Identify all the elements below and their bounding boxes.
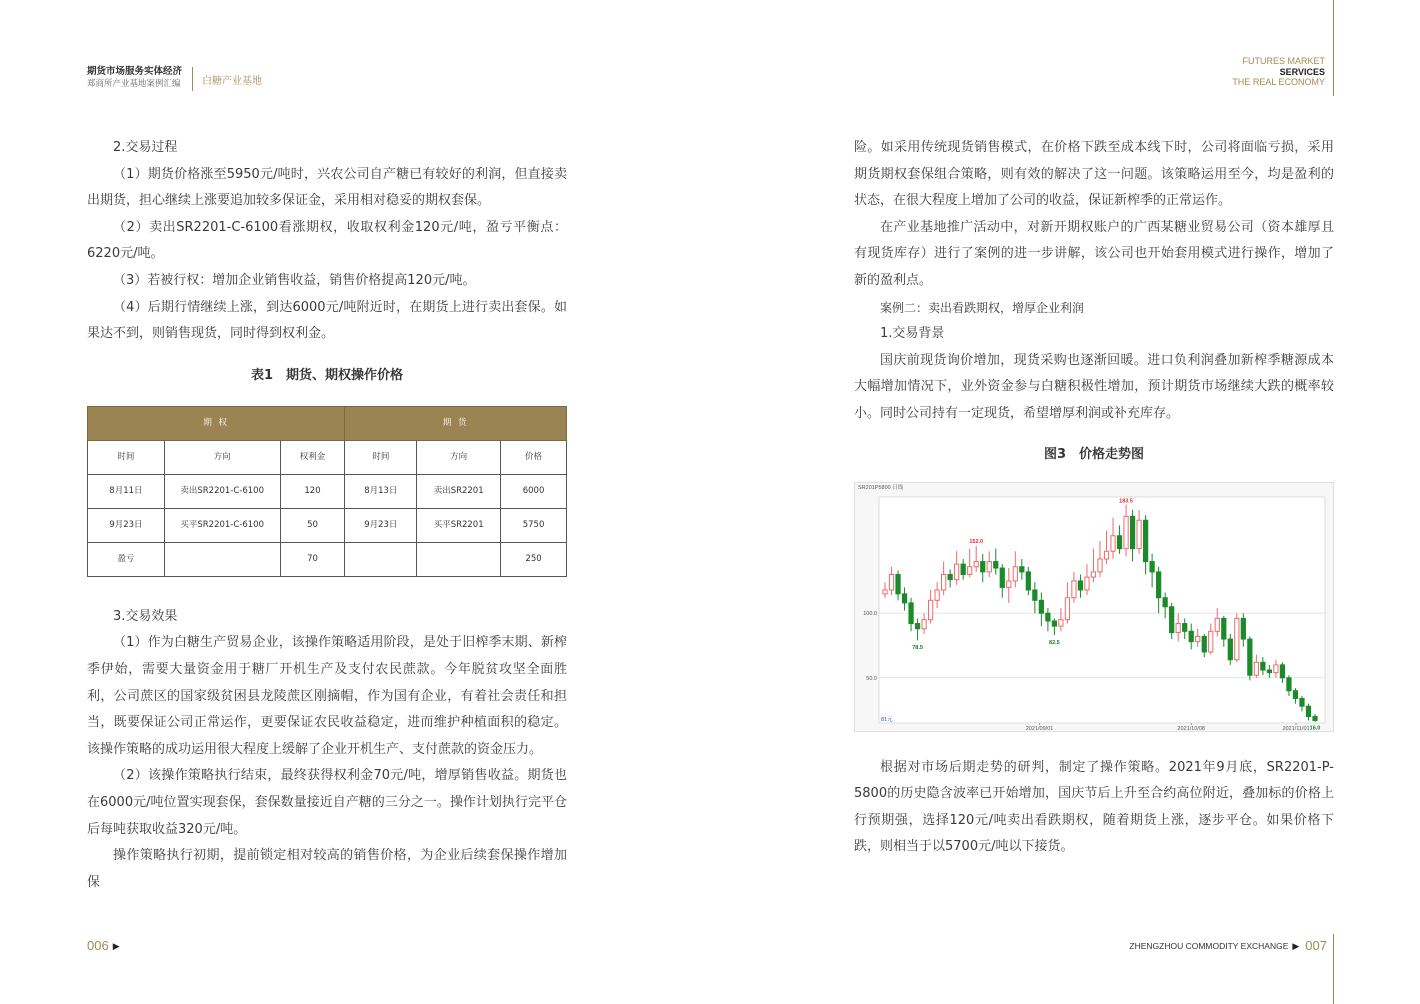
candle-down [1313,716,1317,720]
column-header: 方向 [417,440,501,474]
price-trend-chart [854,482,1334,732]
candle-down [1293,690,1297,698]
candle-down [961,564,965,574]
table-cell: 9月23日 [88,508,165,542]
table-cell: 5750 [501,508,567,542]
subheading-trade-effect: 3.交易效果 [113,608,178,624]
table-cell: 盈亏 [88,542,165,576]
candle-down [1130,516,1134,548]
candle-up [1007,580,1011,586]
candle-up [928,600,932,619]
column-header: 方向 [164,440,280,474]
price-annotation: 16.0 [1309,725,1321,731]
table-group-header [88,406,567,440]
candle-down [1183,623,1187,631]
table-row [88,508,567,542]
table-cell: 120 [280,474,345,508]
paragraph: （1）期货价格涨至5950元/吨时，兴农公司自产糖已有较好的利润，但直接卖出期货，担心继续上涨要追加较多保证金，采用相对稳妥的期权套保。 [87,166,567,209]
book-title-main: 期货市场服务实体经济 [87,66,183,77]
decorative-rule-top [1333,0,1334,96]
candle-down [1228,639,1232,660]
candle-up [1176,623,1180,632]
candle-down [1241,618,1245,639]
plot-area [879,497,1325,723]
candle-up [1085,577,1089,590]
subheading-trade-process: 2.交易过程 [113,140,178,155]
candle-down [1163,597,1167,606]
candlestick-chart-svg [855,483,1333,731]
page-number-left [87,938,120,953]
candle-down [1052,621,1056,626]
candle-down [981,561,985,571]
candle-up [935,590,939,600]
table-cell [164,542,280,576]
candle-up [974,561,978,566]
table-cell: 6000 [501,474,567,508]
candle-down [1020,566,1024,571]
table-header-row [88,440,567,474]
candle-up [1196,636,1200,641]
table-cell: 9月23日 [345,508,417,542]
candle-down [1248,639,1252,675]
page-number: 007 [1305,938,1327,953]
group-header-option: 期 权 [88,406,345,440]
x-tick-label: 2021/10/08 [1177,725,1205,731]
candle-up [1215,618,1219,631]
table-row [88,542,567,576]
paragraph: （2）卖出SR2201-C-6100看涨期权，收取权利金120元/吨，盈亏平衡点：6220元/吨。 [87,219,567,262]
table-cell: 8月11日 [88,474,165,508]
candle-up [1072,580,1076,597]
candle-up [955,564,959,579]
y-tick-label: 50.0 [866,675,877,682]
page-number-right [1129,938,1327,953]
table-cell [345,542,417,576]
candle-down [1202,636,1206,651]
spacer [87,577,567,604]
spacer [854,732,1334,755]
operations-table [87,406,567,577]
table-caption: 表1 期货、期权操作价格 [250,367,404,383]
figure-caption: 图3 价格走势图 [1043,446,1145,462]
header-right-line3: THE REAL ECONOMY [1232,77,1325,87]
price-annotation: 82.5 [1049,639,1060,646]
candle-up [1124,516,1128,548]
x-tick-label: 2021/11/01 [1282,725,1310,731]
header-right-line2: SERVICES [1279,66,1325,77]
candle-down [1026,571,1030,589]
price-annotation: 183.5 [1119,497,1133,504]
table-cell: 70 [280,542,345,576]
column-header: 时间 [345,440,417,474]
price-annotation: 78.5 [912,644,923,651]
candle-down [994,561,998,567]
header-right-line1: FUTURES MARKET [1242,56,1325,66]
candle-up [889,574,893,589]
table-cell: 卖出SR2201 [417,474,501,508]
candle-down [909,602,913,623]
paragraph: 操作策略执行初期，提前锁定相对较高的销售价格，为企业后续套保操作增加保 [87,848,567,890]
candle-down [948,574,952,579]
candle-down [1150,561,1154,571]
candle-down [1039,600,1043,613]
column-header: 价格 [501,440,567,474]
candle-up [1137,520,1141,548]
subheading-trade-background: 1.交易背景 [880,326,945,342]
candle-up [968,566,972,574]
candle-up [942,574,946,589]
price-annotation: 152.0 [969,538,984,545]
paragraph: （1）作为白糖生产贸易企业，该操作策略适用阶段，是处于旧榨季末期、新榨季伊始，需要大量资金用于糖厂开机生产及支付农民蔗款。今年脱贫攻坚全面胜利，公司蔗区的国家级贫困县龙陵蔗区刚摘帽，作为国有企业，有着社会责任和担当，既要保证公司正常运作，更要保证农民收益稳定，进而维护种植面积的稳定。该操作策略的成功运用很大程度上缓解了企业开机生产、支付蔗款的资金压力。 [87,635,567,757]
running-header [87,66,262,91]
candle-down [1143,520,1147,561]
candle-up [1274,664,1278,672]
triangle-right-icon: ▶ [112,941,120,951]
candle-down [1033,590,1037,600]
table-cell: 250 [501,542,567,576]
candle-down [1261,662,1265,670]
candle-up [1209,631,1213,652]
case-title: 案例二：卖出看跌期权，增厚企业利润 [880,300,1085,315]
table-cell: 买平SR2201-C-6100 [164,508,280,542]
candle-up [1059,619,1063,625]
page-number: 006 [87,938,109,953]
candle-up [1254,662,1258,675]
paragraph-continued: 险。如采用传统现货销售模式，在价格下跌至成本线下时，公司将面临亏损，采用期货期权套保组合策略，则有效的解决了这一问题。该策略运用至今，均是盈利的状态，在很大程度上增加了公司的收益，保证新榨季的正常运作。 [854,140,1334,209]
x-tick-label: 2021/09/01 [1025,725,1054,731]
table-cell: 50 [280,508,345,542]
y-tick-label: 100.0 [863,610,877,617]
running-header-right [1232,56,1325,88]
candle-up [883,590,887,594]
book-title-sub: 郑商所产业基地案例汇编 [87,79,181,89]
candle-down [1046,613,1050,621]
candle-down [1222,618,1226,639]
paragraph: 在产业基地推广活动中，对新开期权账户的广西某糖业贸易公司（资本雄厚且有现货库存）进行了案例的进一步讲解，该公司也开始套用模式进行操作，增加了新的盈利点。 [854,219,1334,288]
header-divider [192,67,193,91]
paragraph: （2）该操作策略执行结束，最终获得权利金70元/吨，增厚销售收益。期货也在6000元/吨位置实现套保，套保数量接近自产糖的三分之一。操作计划执行完平仓后每吨获取收益320元/吨。 [87,768,567,837]
candle-up [1091,571,1095,576]
candle-up [1111,535,1115,550]
candle-up [1235,618,1239,659]
candle-up [1013,566,1017,580]
candle-down [1078,580,1082,589]
candle-up [1104,551,1108,559]
candle-down [1117,535,1121,548]
triangle-right-icon: ▶ [1292,941,1300,951]
table-row [88,474,567,508]
book-title [87,66,182,90]
candle-down [1157,571,1161,597]
table-cell: 买平SR2201 [417,508,501,542]
candle-up [987,561,991,571]
decorative-rule-bottom [1333,934,1334,1004]
group-header-futures: 期 货 [345,406,567,440]
candle-up [1098,559,1102,572]
candle-down [1267,670,1271,673]
table-cell: 卖出SR2201-C-6100 [164,474,280,508]
candle-down [1287,677,1291,690]
candle-down [902,593,906,602]
paragraph: （4）后期行情继续上涨，到达6000元/吨附近时，在期货上进行卖出套保。如果达不到，则销售现货，同时得到权利金。 [87,299,567,342]
candle-down [1170,606,1174,632]
candle-down [896,574,900,593]
chart-title: SR201P5800 日线 [858,484,904,491]
left-page-body [87,135,567,896]
candle-down [1300,698,1304,706]
column-header: 时间 [88,440,165,474]
column-header: 权利金 [280,440,345,474]
candle-down [1000,568,1004,587]
bottom-label: 81元 [881,716,893,723]
table-cell: 8月13日 [345,474,417,508]
candle-up [922,619,926,628]
publisher-name: ZHENGZHOU COMMODITY EXCHANGE [1129,941,1289,951]
candle-down [1189,631,1193,641]
table-cell [417,542,501,576]
candle-down [1280,664,1284,677]
candle-down [1306,706,1310,716]
right-page-body [854,135,1334,861]
section-title: 白糖产业基地 [202,76,263,87]
paragraph: 国庆前现货询价增加，现货采购也逐渐回暖。进口负利润叠加新榨季糖源成本大幅增加情况下，业外资金参与白糖积极性增加，预计期货市场继续大跌的概率较小。同时公司持有一定现货，希望增厚利润或补充库存。 [854,352,1334,421]
candle-down [915,623,919,628]
paragraph: 根据对市场后期走势的研判，制定了操作策略。2021年9月底，SR2201-P-5800的历史隐含波率已开始增加，国庆节后上升至合约高位附近，叠加标的价格上行预期强，选择120元/吨卖出看跌期权，随着期货上涨，逐步平仓。如果价格下跌，则相当于以5700元/吨以下接货。 [854,759,1334,855]
paragraph: （3）若被行权：增加企业销售收益，销售价格提高120元/吨。 [113,272,476,288]
candle-up [1065,597,1069,619]
